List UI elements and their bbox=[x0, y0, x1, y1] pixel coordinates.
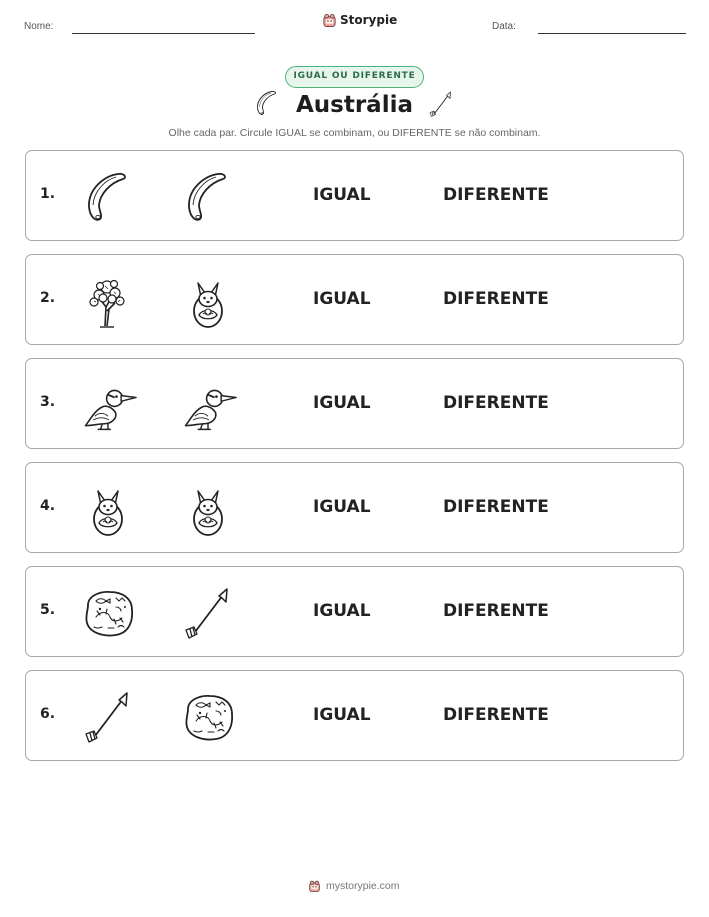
different-option[interactable]: DIFERENTE bbox=[443, 497, 549, 517]
rock-art-icon bbox=[178, 687, 238, 747]
eucalyptus-tree-icon bbox=[78, 271, 138, 331]
footer-url[interactable]: mystorypie.com bbox=[326, 880, 400, 892]
footer bbox=[308, 879, 400, 893]
different-option[interactable]: DIFERENTE bbox=[443, 289, 549, 309]
question-row bbox=[25, 358, 684, 449]
kangaroo-icon bbox=[178, 271, 238, 331]
same-option[interactable]: IGUAL bbox=[313, 497, 371, 517]
rock-art-icon bbox=[78, 583, 138, 643]
question-row bbox=[25, 462, 684, 553]
question-number: 4. bbox=[40, 498, 56, 514]
same-option[interactable]: IGUAL bbox=[313, 393, 371, 413]
page-title: Austrália bbox=[295, 92, 413, 118]
same-option[interactable]: IGUAL bbox=[313, 705, 371, 725]
date-label: Data: bbox=[492, 21, 516, 32]
question-row bbox=[25, 670, 684, 761]
question-row bbox=[25, 566, 684, 657]
question-row bbox=[25, 150, 684, 241]
name-field-line[interactable] bbox=[72, 33, 255, 34]
spear-arrow-icon bbox=[78, 687, 138, 747]
spear-arrow-icon bbox=[178, 583, 238, 643]
question-number: 5. bbox=[40, 602, 56, 618]
date-field-line[interactable] bbox=[538, 33, 686, 34]
same-option[interactable]: IGUAL bbox=[313, 601, 371, 621]
kangaroo-icon bbox=[78, 479, 138, 539]
spear-arrow-icon bbox=[426, 89, 456, 119]
question-row bbox=[25, 254, 684, 345]
different-option[interactable]: DIFERENTE bbox=[443, 705, 549, 725]
storypie-logo-icon bbox=[322, 12, 337, 28]
brand-name: Storypie bbox=[340, 13, 398, 27]
same-option[interactable]: IGUAL bbox=[313, 289, 371, 309]
question-number: 6. bbox=[40, 706, 56, 722]
kookaburra-icon bbox=[78, 375, 138, 435]
boomerang-icon bbox=[178, 167, 238, 227]
different-option[interactable]: DIFERENTE bbox=[443, 185, 549, 205]
same-option[interactable]: IGUAL bbox=[313, 185, 371, 205]
instructions: Olhe cada par. Circule IGUAL se combinam, ou DIFERENTE se não combinam. bbox=[168, 127, 541, 139]
brand bbox=[322, 12, 397, 28]
question-number: 2. bbox=[40, 290, 56, 306]
question-number: 3. bbox=[40, 394, 56, 410]
question-number: 1. bbox=[40, 186, 56, 202]
storypie-logo-icon bbox=[308, 879, 321, 893]
kangaroo-icon bbox=[178, 479, 238, 539]
different-option[interactable]: DIFERENTE bbox=[443, 393, 549, 413]
activity-badge: IGUAL OU DIFERENTE bbox=[285, 66, 424, 88]
boomerang-icon bbox=[78, 167, 138, 227]
different-option[interactable]: DIFERENTE bbox=[443, 601, 549, 621]
kookaburra-icon bbox=[178, 375, 238, 435]
name-label: Nome: bbox=[24, 21, 54, 32]
